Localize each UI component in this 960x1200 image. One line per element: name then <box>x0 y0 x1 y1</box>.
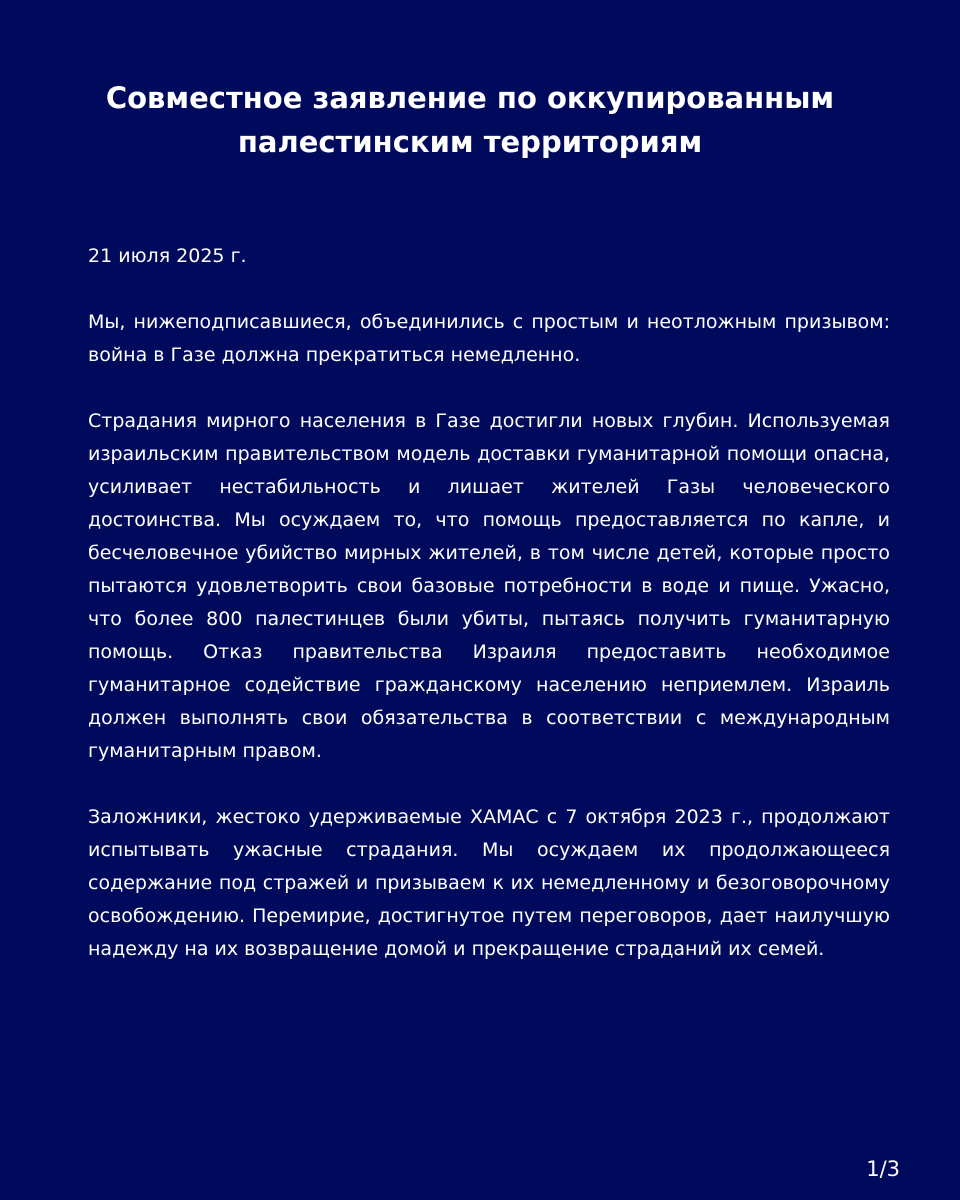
statement-date: 21 июля 2025 г. <box>88 245 247 267</box>
paragraph-3: Заложники, жестоко удерживаемые ХАМАС с 7 октября 2023 г., продолжают испытывать ужасные страдания. Мы осуждаем их продолжающееся содержание под стражей и призываем к их немедленному и безоговорочному освобождению. Перемирие, достигнутое путем переговоров, дает наилучшую надежду на их возвращение домой и прекращение страданий их семей. <box>88 806 890 960</box>
title-line-2: палестинским территориям <box>237 125 703 159</box>
paragraph-1: Мы, нижеподписавшиеся, объединились с простым и неотложным призывом: война в Газе должна прекратиться немедленно. <box>88 311 890 366</box>
title-line-1: Совместное заявление по оккупированным <box>105 81 835 115</box>
paragraph-2: Страдания мирного населения в Газе достигли новых глубин. Используемая израильским правительством модель доставки гуманитарной помощи опасна, усиливает нестабильность и лишает жителей Газы человеческого достоинства. Мы осуждаем то, что помощь предоставляется по капле, и бесчеловечное убийство мирных жителей, в том числе детей, которые просто пытаются удовлетворить свои базовые потребности в воде и пище. Ужасно, что более 800 палестинцев были убиты, пытаясь получить гуманитарную помощь. Отказ правительства Израиля предоставить необходимое гуманитарное содействие гражданскому населению неприемлем. Израиль должен выполнять свои обязательства в соответствии с международным гуманитарным правом. <box>88 410 890 762</box>
page-indicator: 1/3 <box>866 1157 900 1181</box>
statement-body <box>88 240 890 999</box>
page-title <box>60 76 880 164</box>
